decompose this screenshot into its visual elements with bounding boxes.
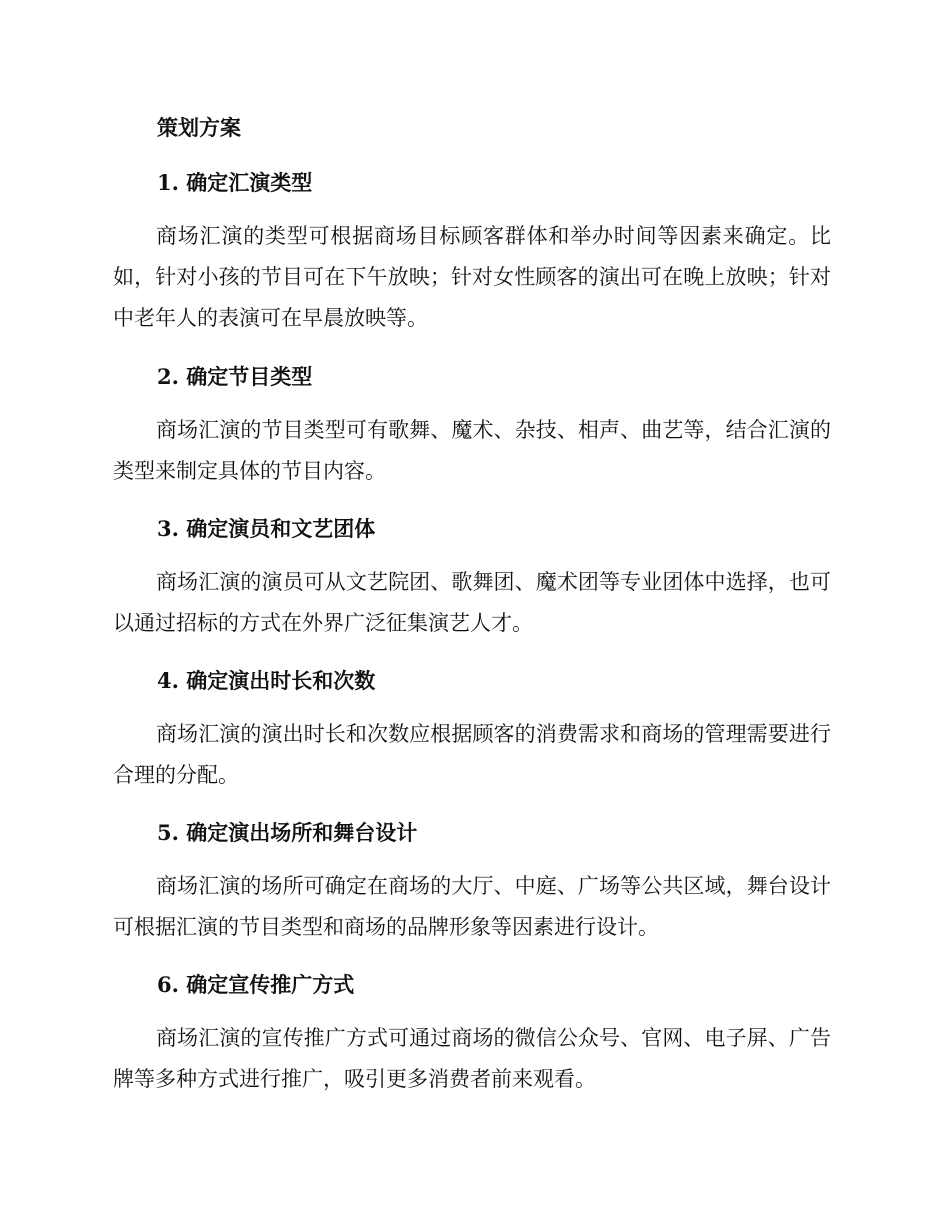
- section-heading-4: 4. 确定演出时长和次数: [157, 668, 376, 693]
- section-heading-1: 1. 确定汇演类型: [157, 170, 313, 195]
- section-body-3: 商场汇演的演员可从文艺院团、歌舞团、魔术团等专业团体中选择，也可以通过招标的方式在外界广泛征集演艺人才。: [113, 570, 831, 635]
- section-body-5: 商场汇演的场所可确定在商场的大厅、中庭、广场等公共区域，舞台设计可根据汇演的节目类型和商场的品牌形象等因素进行设计。: [113, 874, 831, 939]
- section-heading-3: 3. 确定演员和文艺团体: [157, 516, 376, 541]
- section-heading-6: 6. 确定宣传推广方式: [157, 972, 355, 997]
- section-body-2: 商场汇演的节目类型可有歌舞、魔术、杂技、相声、曲艺等，结合汇演的类型来制定具体的节目内容。: [113, 418, 831, 483]
- section-heading-5: 5. 确定演出场所和舞台设计: [157, 820, 418, 845]
- section-body-1: 商场汇演的类型可根据商场目标顾客群体和举办时间等因素来确定。比如，针对小孩的节目可在下午放映；针对女性顾客的演出可在晚上放映；针对中老年人的表演可在早晨放映等。: [113, 224, 831, 330]
- section-body-6: 商场汇演的宣传推广方式可通过商场的微信公众号、官网、电子屏、广告牌等多种方式进行推广，吸引更多消费者前来观看。: [113, 1026, 831, 1091]
- section-heading-2: 2. 确定节目类型: [157, 364, 313, 389]
- document-title: 策划方案: [157, 115, 241, 140]
- section-body-4: 商场汇演的演出时长和次数应根据顾客的消费需求和商场的管理需要进行合理的分配。: [113, 722, 831, 787]
